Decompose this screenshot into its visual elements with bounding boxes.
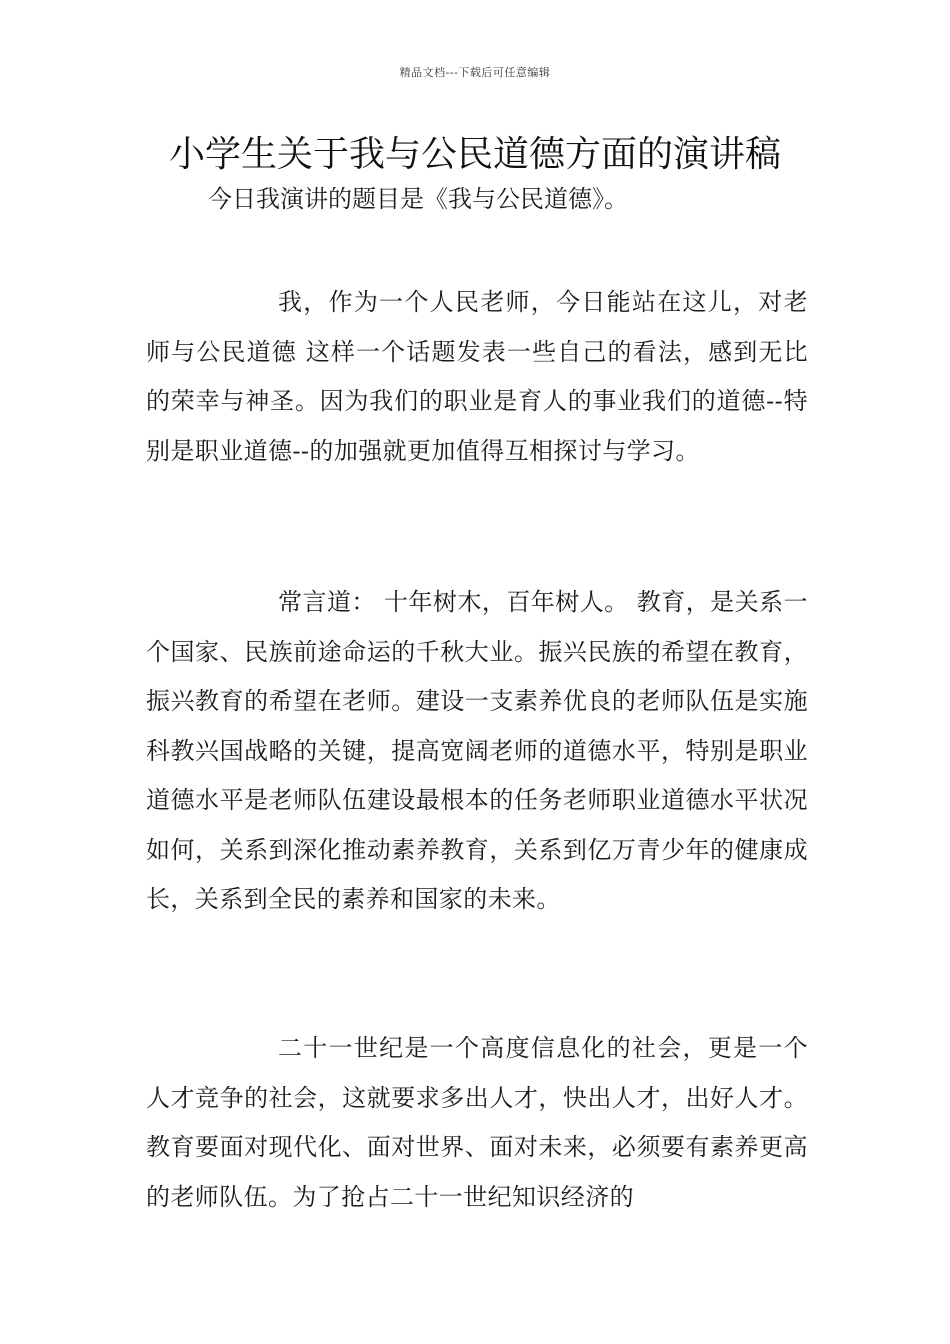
page-header: 精品文档---下载后可任意编辑 (399, 66, 551, 79)
paragraph-2: 常言道： 十年树木，百年树人。 教育，是关系一个国家、民族前途命运的千秋大业。振兴民族的希望在教育，振兴教育的希望在老师。建设一支素养优良的老师队伍是实施科教兴国战略的关键，提高宽阔老师的道德水平，特别是职业道德水平是老师队伍建设最根本的任务老师职业道德水平状况如何，关系到深化推动素养教育，关系到亿万青少年的健康成长，关系到全民的素养和国家的未来。 (146, 588, 808, 913)
document-title: 小学生关于我与公民道德方面的演讲稿 (168, 134, 781, 175)
intro-line: 今日我演讲的题目是《我与公民道德》。 (208, 185, 628, 213)
paragraph-1: 我，作为一个人民老师，今日能站在这儿，对老师与公民道德 这样一个话题发表一些自己的看法，感到无比的荣幸与神圣。因为我们的职业是育人的事业我们的道德--特别是职业道德--的加强就更加值得互相探讨与学习。 (146, 288, 808, 465)
paragraph-3: 二十一世纪是一个高度信息化的社会，更是一个人才竞争的社会，这就要求多出人才，快出人才，出好人才。教育要面对现代化、面对世界、面对未来，必须要有素养更高的老师队伍。为了抢占二十一世纪知识经济的 (146, 1034, 808, 1211)
